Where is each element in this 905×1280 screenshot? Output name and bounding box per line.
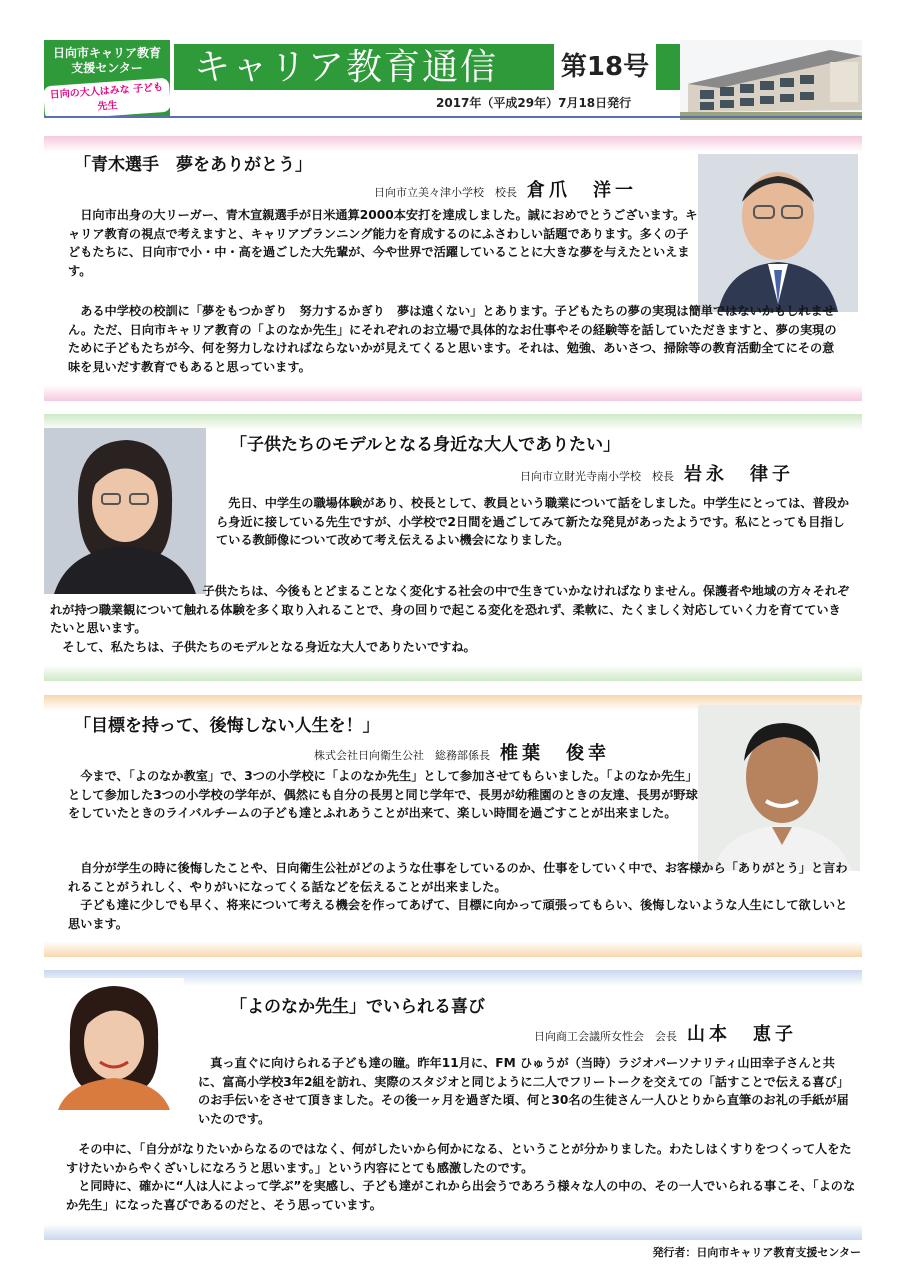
author-role: 日向商工会議所女性会 会長: [534, 1030, 677, 1043]
paragraph: 日向市出身の大リーガー、青木宣親選手が日米通算2000本安打を達成しました。誠におめでとうございます。キャリア教育の視点で考えますと、キャリアプランニング能力を育成するのにふさわしい話題であります。多くの子どもたちに、日向市で小・中・高を過ごした大先輩が、今や世界で活躍していることに大きな夢を与えたといえます。: [68, 208, 698, 278]
article-author: [374, 176, 637, 202]
center-badge: [44, 40, 170, 118]
article-body: [198, 1054, 852, 1128]
paragraph: 先日、中学生の職場体験があり、校長として、教員という職業について話をしました。中学生にとっては、普段から身近に接している先生ですが、小学校で2日間を過ごしてみて新たな発見があったようです。私にとっても目指している教師像について改めて考え伝えるよい機会になりました。: [216, 496, 850, 548]
article-body: [68, 767, 698, 823]
paragraph: ある中学校の校訓に「夢をもつかぎり 努力するかぎり 夢は遠くない」とあります。子どもたちの夢の実現は簡単ではないかもしれません。ただ、日向市キャリア教育の「よのなか先生」にそれぞれのお立場で具体的なお仕事やその経験等を話していただきますと、夢の実現のために子どもたちが今、何を努力しなければならないかが見えてくると思います。それは、勉強、あいさつ、掃除等の教育活動全てにその意味を見いだす教育でもあると思っています。: [68, 304, 837, 374]
author-name: 倉爪 洋一: [527, 180, 637, 201]
newsletter-header: [44, 40, 862, 120]
article-body: [216, 494, 852, 550]
publisher-credit: 発行者：日向市キャリア教育支援センター: [652, 1246, 861, 1259]
author-portrait-photo: [698, 705, 860, 871]
article-body-wide: [68, 859, 858, 933]
article-title: 「青木選手 夢をありがとう」: [74, 155, 312, 175]
paragraph: と同時に、確かに“人は人によって学ぶ”を実感し、子ども達がこれから出会うであろう様々な人の中の、その一人でいられる事こそ、「よのなか先生」になった喜びであるのだと、そう思っています。: [66, 1179, 856, 1212]
article-title: 「子供たちのモデルとなる身近な大人でありたい」: [230, 435, 621, 455]
paragraph: 子供たちは、今後もとどまることなく変化する社会の中で生きていかなければなりません。保護者や地域の方々それぞれが持つ職業観について触れる体験を多く取り入れることで、身の回りで起こる変化を恐れず、柔軟に、たくましく対応していく力を育てていきたいと思います。: [50, 584, 850, 636]
article-body-wide: [50, 582, 852, 656]
article-body-wide: [68, 302, 846, 376]
issue-date: 2017年（平成29年）7月18日発行: [436, 96, 632, 110]
paragraph: 真っ直ぐに向けられる子ども達の瞳。昨年11月に、FM ひゅうが（当時）ラジオパーソナリティ山田幸子さんと共に、富高小学校3年2組を訪れ、実際のスタジオと同じように二人でフリートークを交えての「話すことで伝える喜び」のお手伝いをさせて頂きました。その後一ヶ月を過ぎた頃、何と30名の生徒さん一人ひとりから直筆のお礼の手紙が届いたのです。: [198, 1056, 849, 1126]
article-3: [44, 695, 862, 957]
author-role: 株式会社日向衛生公社 総務部係長: [314, 749, 490, 762]
article-4: [44, 970, 862, 1240]
paragraph: そして、私たちは、子供たちのモデルとなる身近な大人でありたいですね。: [62, 639, 476, 654]
article-title: 「目標を持って、後悔しない人生を！」: [74, 716, 380, 736]
paragraph: 今まで、「よのなか教室」で、3つの小学校に「よのなか先生」として参加させてもらいました。「よのなか先生」として参加した3つの小学校の学年が、偶然にも自分の長男と同じ学年で、長男が幼稚園のときの友達、長男が野球をしていたときのライバルチームの子ども達とふれあうことが出来て、楽しい時間を過ごすことが出来ました。: [68, 769, 698, 821]
school-building-illustration: [680, 40, 862, 120]
badge-line1: 日向市キャリア教育: [52, 46, 161, 60]
author-portrait-photo: [698, 154, 858, 312]
article-title: 「よのなか先生」でいられる喜び: [230, 997, 485, 1017]
author-name: 山本 恵子: [687, 1024, 797, 1045]
paragraph: その中に、「自分がなりたいからなるのではなく、何がしたいから何かになる、ということが分かりました。わたしはくすりをつくって人をたすけたいからやくざいしになろうと思います。」という内容にとても感激したのです。: [66, 1142, 852, 1175]
paragraph: 子ども達に少しでも早く、将来について考える機会を作ってあげて、目標に向かって頑張ってもらい、後悔しないような人生にして欲しいと思います。: [68, 898, 848, 931]
kodomo-sensei-logo: 日向の大人はみな 子ども先生: [43, 78, 171, 121]
author-portrait-photo: [44, 978, 184, 1110]
paragraph: 自分が学生の時に後悔したことや、日向衛生公社がどのような仕事をしているのか、仕事をしていく中で、お客様から「ありがとう」と言われることがうれしく、やりがいになってくる話などを伝えることが出来ました。: [68, 861, 848, 894]
header-rule: [44, 116, 862, 118]
article-author: [534, 1020, 797, 1046]
issue-number: 第18号: [554, 44, 656, 90]
author-name: 椎葉 俊幸: [500, 743, 610, 764]
article-1: [44, 136, 862, 401]
article-author: [520, 460, 794, 486]
article-body: [68, 206, 698, 280]
article-body-wide: [66, 1140, 858, 1214]
author-name: 岩永 律子: [684, 464, 794, 485]
author-portrait-photo: [44, 428, 206, 594]
article-2: [44, 414, 862, 681]
author-role: 日向市立財光寺南小学校 校長: [520, 470, 674, 483]
article-author: [314, 739, 610, 765]
author-role: 日向市立美々津小学校 校長: [374, 186, 517, 199]
badge-line2: 支援センター: [71, 61, 143, 75]
newsletter-title: キャリア教育通信: [194, 47, 499, 88]
